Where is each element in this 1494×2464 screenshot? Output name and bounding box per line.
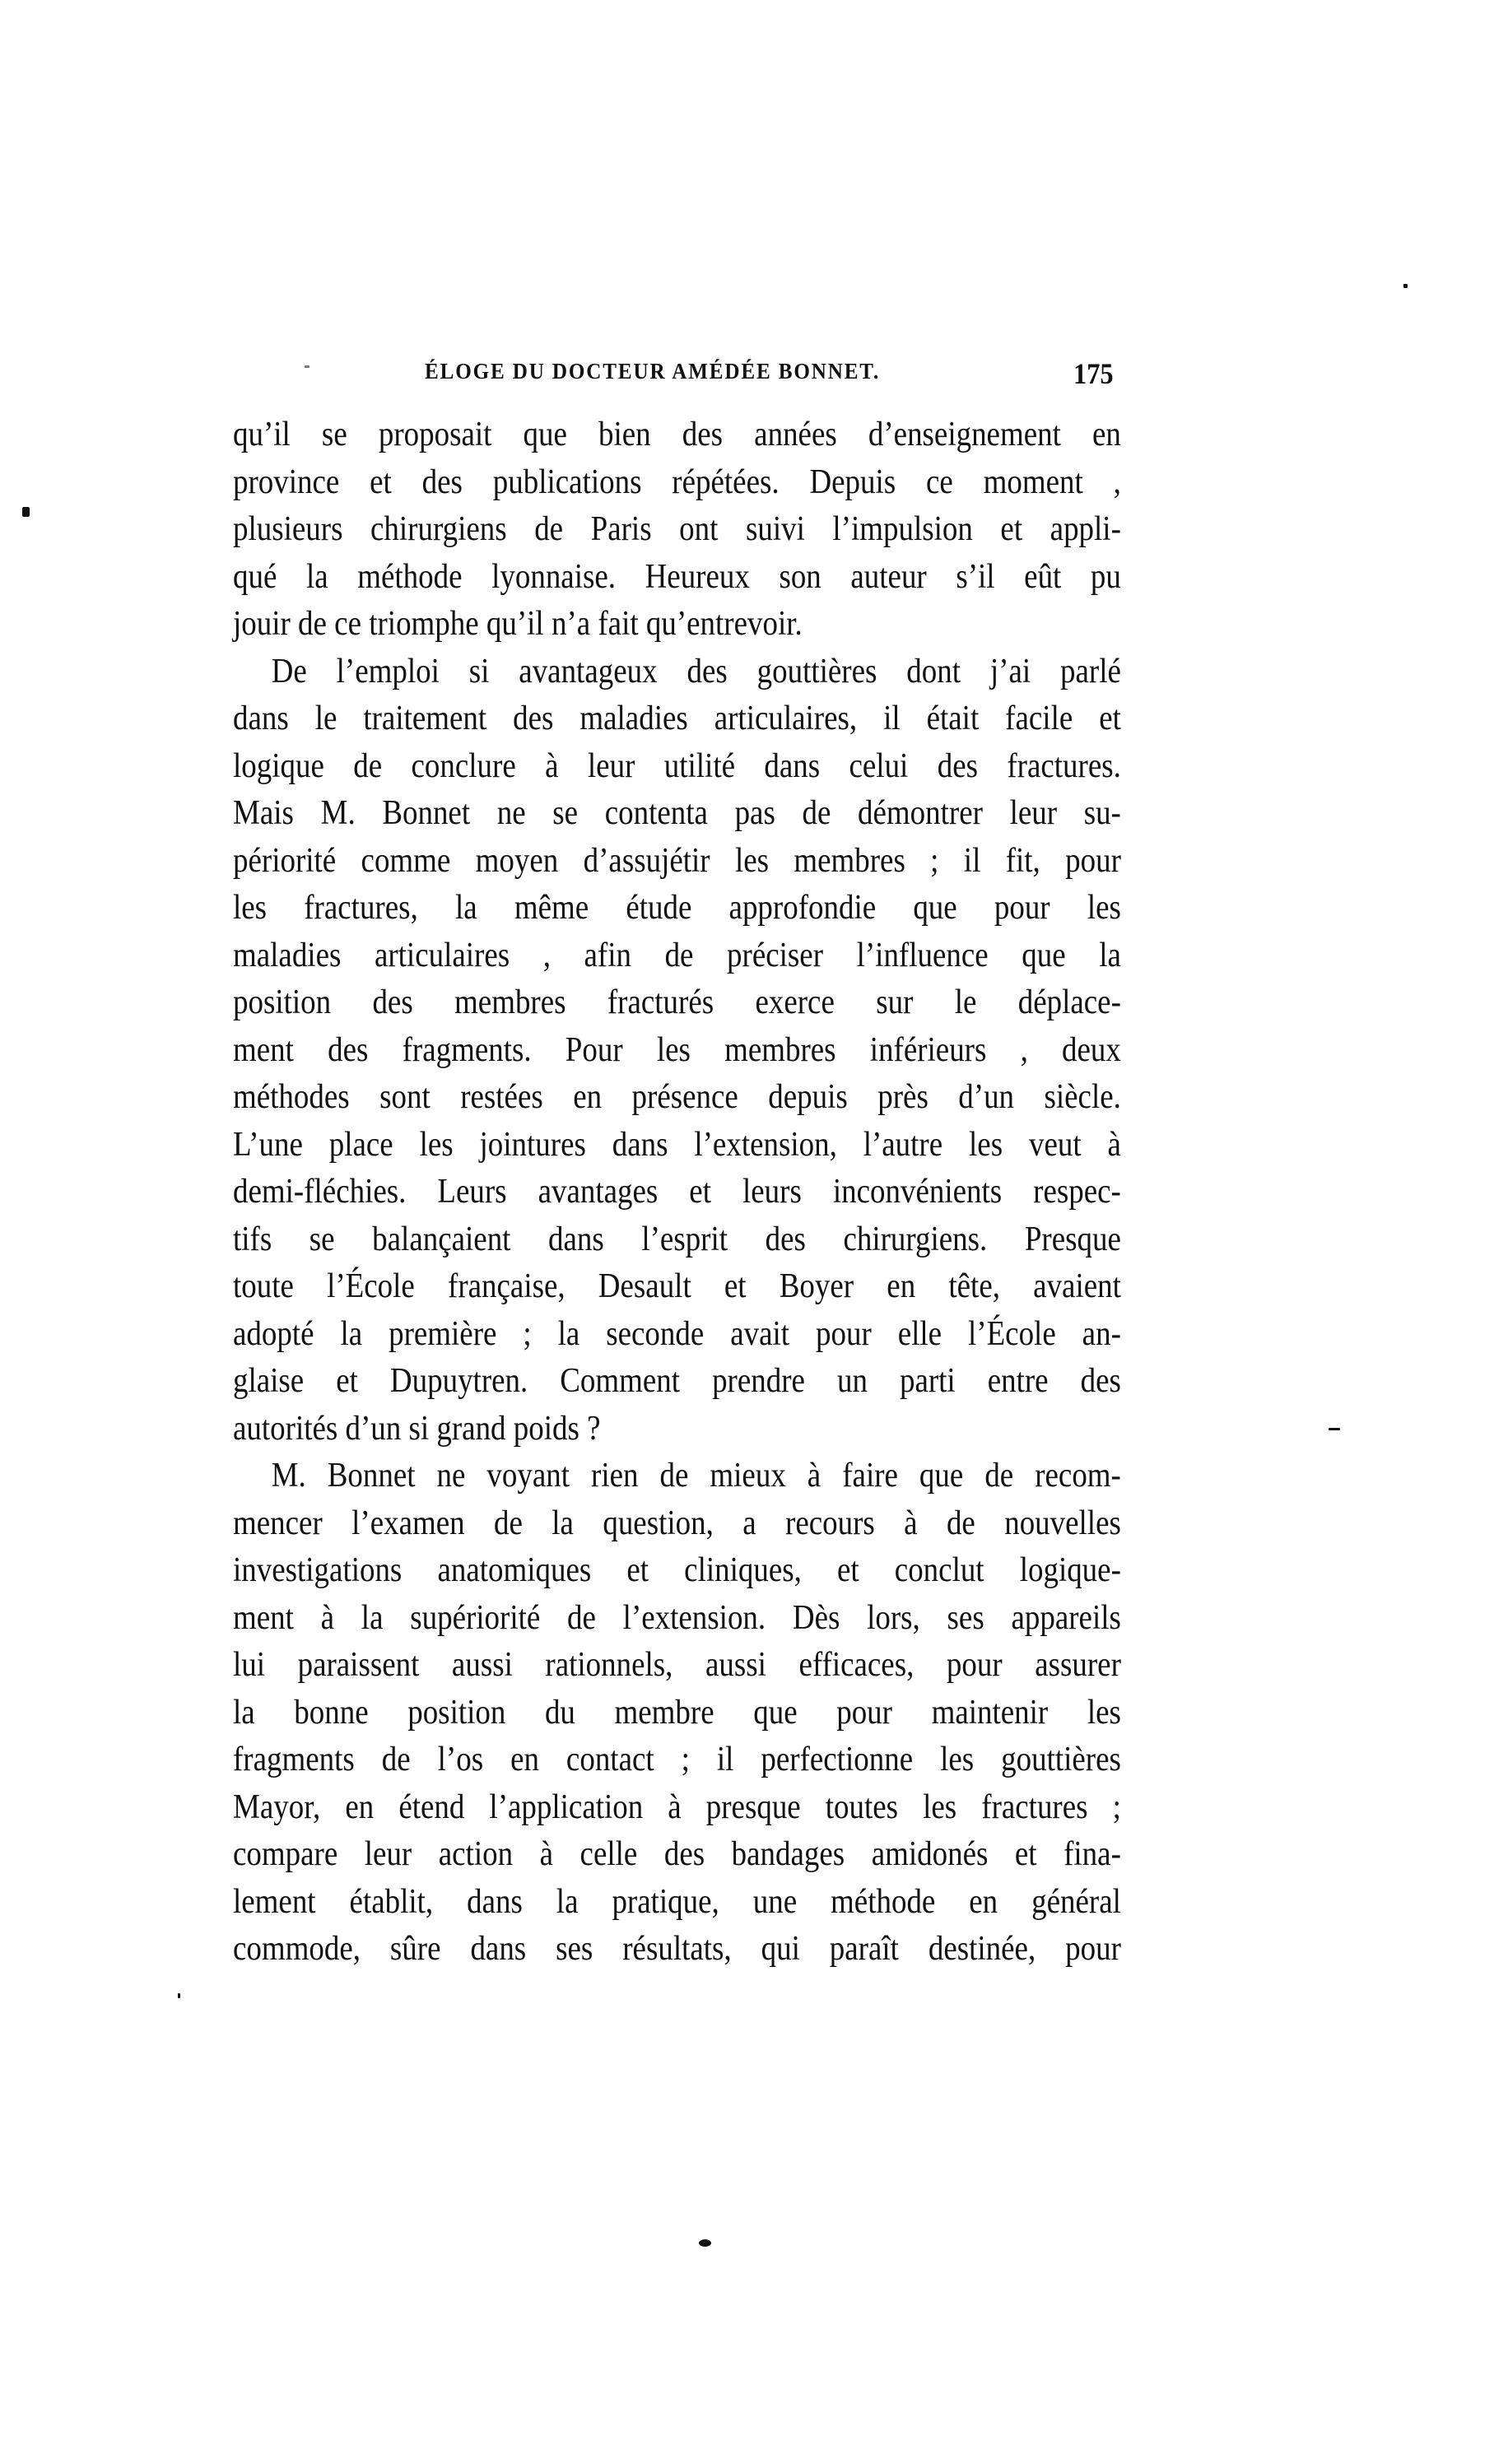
text-line: position des membres fracturés exerce sur le déplace- [233, 983, 1121, 1021]
text-line: glaise et Dupuytren. Comment prendre un parti entre des [233, 1362, 1121, 1400]
text-line: la bonne position du membre que pour maintenir les [233, 1693, 1121, 1732]
text-line: Mais M. Bonnet ne se contenta pas de démontrer leur su- [233, 794, 1121, 832]
text-line: lui paraissent aussi rationnels, aussi efficaces, pour assurer [233, 1646, 1121, 1684]
text-line: Mayor, en étend l’application à presque toutes les fractures ; [233, 1788, 1121, 1826]
text-line: L’une place les jointures dans l’extension, l’autre les veut à [233, 1125, 1121, 1164]
scan-speck [1403, 284, 1408, 288]
text-line: demi-fléchies. Leurs avantages et leurs inconvénients respec- [233, 1173, 1121, 1211]
text-line: qué la méthode lyonnaise. Heureux son auteur s’il eût pu [233, 557, 1121, 596]
text-line: province et des publications répétées. Depuis ce moment , [233, 463, 1121, 501]
text-line: mencer l’examen de la question, a recours à de nouvelles [233, 1504, 1121, 1542]
scan-speck [305, 365, 310, 368]
text-line: méthodes sont restées en présence depuis près d’un siècle. [233, 1078, 1121, 1116]
paragraph [233, 1453, 1121, 1974]
text-line: qu’il se proposait que bien des années d’enseignement en [233, 416, 1121, 453]
text-line: dans le traitement des maladies articulaires, il était facile et [233, 700, 1121, 737]
text-line: ment à la supériorité de l’extension. Dès lors, ses appareils [233, 1598, 1121, 1637]
scan-speck [699, 2239, 711, 2247]
scan-speck [22, 507, 30, 517]
text-line: fragments de l’os en contact ; il perfectionne les gouttières [233, 1741, 1121, 1778]
text-line: adopté la première ; la seconde avait pour elle l’École an- [233, 1314, 1121, 1353]
page-number: 175 [1073, 357, 1114, 390]
text-line: investigations anatomiques et cliniques, et conclut logique- [233, 1551, 1121, 1589]
text-line: logique de conclure à leur utilité dans celui des fractures. [233, 746, 1121, 785]
text-line: commode, sûre dans ses résultats, qui paraît destinée, pour [233, 1930, 1121, 1968]
paragraph [233, 649, 1121, 1453]
text-line: tifs se balançaient dans l’esprit des chirurgiens. Presque [233, 1220, 1121, 1258]
text-line: ment des fragments. Pour les membres inférieurs , deux [233, 1030, 1121, 1069]
text-line: lement établit, dans la pratique, une méthode en général [233, 1882, 1121, 1921]
running-head-title: ÉLOGE DU DOCTEUR AMÉDÉE BONNET. [425, 359, 881, 384]
text-line: maladies articulaires , afin de préciser l’influence que la [233, 936, 1121, 974]
text-line: autorités d’un si grand poids ? [233, 1409, 601, 1448]
text-line: périorité comme moyen d’assujétir les membres ; il fit, pour [233, 841, 1121, 880]
paragraph [233, 411, 1121, 649]
scan-speck [1329, 1428, 1340, 1430]
text-line: les fractures, la même étude approfondie que pour les [233, 889, 1121, 927]
text-line: compare leur action à celle des bandages amidonés et fina- [233, 1835, 1121, 1873]
body-text [233, 411, 1121, 1974]
scan-speck [178, 1993, 180, 1998]
text-line: M. Bonnet ne voyant rien de mieux à faire que de recom- [271, 1457, 1121, 1495]
text-line: jouir de ce triomphe qu’il n’a fait qu’entrevoir. [233, 605, 803, 643]
text-line: De l’emploi si avantageux des gouttières dont j’ai parlé [271, 652, 1121, 690]
text-line: toute l’École française, Desault et Boyer en tête, avaient [233, 1267, 1121, 1305]
text-line: plusieurs chirurgiens de Paris ont suivi l’impulsion et appli- [233, 510, 1121, 548]
